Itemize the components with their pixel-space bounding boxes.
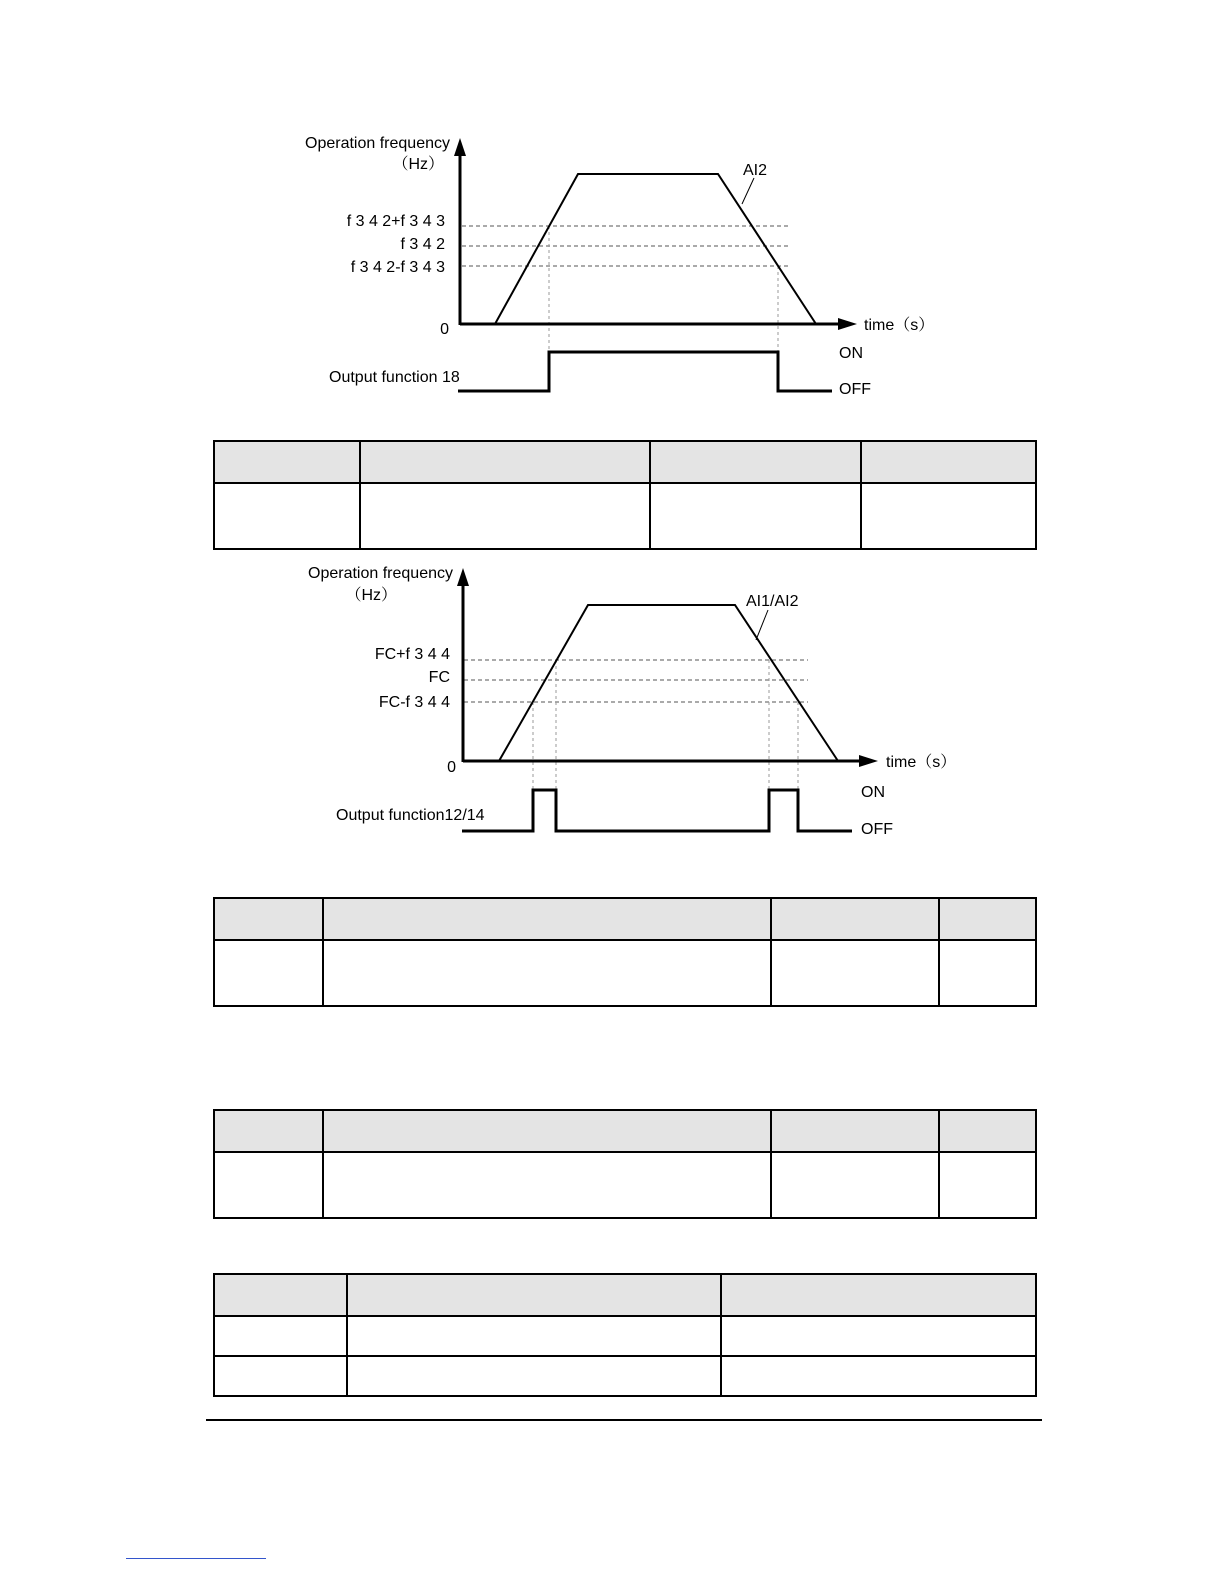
y-axis-arrow — [457, 568, 469, 586]
x-axis-label: time（s） — [864, 317, 935, 334]
table-row — [214, 1152, 1036, 1218]
table-header-row — [214, 1274, 1036, 1316]
table-cell — [771, 1152, 939, 1218]
on-label: ON — [861, 784, 885, 801]
frequency-curve — [499, 605, 838, 761]
level-label-lower: f 3 4 2-f 3 4 3 — [350, 259, 445, 276]
y-axis-label: Operation frequency — [308, 565, 453, 582]
level-label-lower: FC-f 3 4 4 — [378, 694, 450, 711]
footer-link-underline — [126, 1558, 266, 1559]
level-label-center: f 3 4 2 — [400, 236, 445, 253]
table-cell — [323, 940, 771, 1006]
table-cell — [323, 1110, 771, 1152]
origin-label: 0 — [440, 321, 449, 338]
level-label-center: FC — [428, 669, 450, 686]
table-row — [214, 1316, 1036, 1356]
x-axis-arrow — [859, 755, 878, 767]
level-label-upper: f 3 4 2+f 3 4 3 — [346, 213, 445, 230]
table-cell — [771, 940, 939, 1006]
curve-label: AI1/AI2 — [746, 593, 799, 610]
table-cell — [721, 1274, 1036, 1316]
table-cell — [771, 898, 939, 940]
table-cell — [323, 898, 771, 940]
parameter-table-3 — [213, 1109, 1037, 1219]
parameter-table-4 — [213, 1273, 1037, 1397]
table-cell — [323, 1152, 771, 1218]
curve-label-leader — [756, 610, 768, 640]
table-cell — [214, 1110, 323, 1152]
level-label-upper: FC+f 3 4 4 — [374, 646, 450, 663]
table-cell — [347, 1274, 721, 1316]
table-cell — [939, 940, 1036, 1006]
table-cell — [214, 1356, 347, 1396]
table-cell — [214, 898, 323, 940]
y-axis-unit: （Hz） — [345, 587, 397, 604]
off-label: OFF — [861, 821, 893, 838]
table-row — [214, 1356, 1036, 1396]
table-cell — [214, 1274, 347, 1316]
output-label: Output function12/14 — [336, 807, 485, 824]
table-cell — [721, 1316, 1036, 1356]
table-cell — [939, 1152, 1036, 1218]
table-cell — [939, 1110, 1036, 1152]
table-cell — [214, 1152, 323, 1218]
table-cell — [771, 1110, 939, 1152]
table-cell — [939, 898, 1036, 940]
table-header-row — [214, 898, 1036, 940]
origin-label: 0 — [447, 759, 456, 776]
parameter-table-2 — [213, 897, 1037, 1007]
output-label: Output function 18 — [329, 369, 460, 386]
y-axis-label: Operation frequency — [305, 135, 450, 152]
off-label: OFF — [839, 381, 871, 398]
y-axis-unit: （Hz） — [392, 156, 444, 173]
footer-rule — [206, 1419, 1042, 1421]
table-cell — [347, 1316, 721, 1356]
output-signal — [462, 790, 852, 831]
table-cell — [214, 1316, 347, 1356]
table-cell — [214, 940, 323, 1006]
x-axis-label: time（s） — [886, 754, 957, 771]
curve-label: AI2 — [743, 162, 768, 179]
on-label: ON — [839, 345, 863, 362]
table-header-row — [214, 1110, 1036, 1152]
table-cell — [347, 1356, 721, 1396]
table-cell — [721, 1356, 1036, 1396]
table-row — [214, 940, 1036, 1006]
